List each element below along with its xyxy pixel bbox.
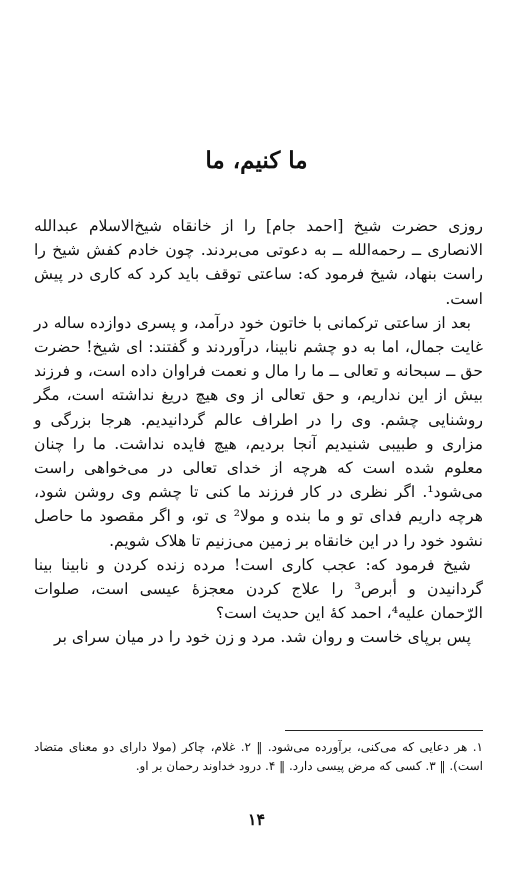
page-number: ۱۴ [247, 810, 266, 829]
footnotes: ۱. هر دعایی که می‌کنی، برآورده می‌شود. ‖ ۲. غلام، چاکر (مولا دارای دو معنای متضاد است). ‖ ۳. کسی که مرض پیسی دارد. ‖ ۴. درود خداوند رحمان بر او. [34, 740, 483, 773]
paragraph: روزی حضرت شیخ [احمد جام] را از خانقاه شیخ‌الاسلام عبدالله الانصاری ــ رحمه‌الله ــ به دعوتی می‌بردند. چون خادم کفش شیخ را راست بنهاد، شیخ فرمود که: ساعتی توقف باید کرد که کاری در پیش است. [34, 217, 483, 308]
chapter-title: ما کنیم، ما [205, 147, 308, 174]
paragraph: شیخ فرمود که: عجب کاری است! مرده زنده کردن و نابینا بینا گردانیدن و أبرص³ را علاج کردن معجزهٔ عیسی است، صلوات الرّحمان علیه⁴، احمد کهٔ این حدیث است؟ [34, 555, 483, 623]
paragraph: پس برپای خاست و روان شد. مرد و زن خود را در میان سرای بر [53, 628, 471, 647]
footnote-divider [285, 730, 483, 731]
body-text [34, 214, 483, 650]
paragraph: بعد از ساعتی ترکمانی با خاتون خود درآمد، و پسری دوازده ساله در غایت جمال، اما به دو چشم نابینا، درآوردند و گفتند: ای شیخ! حضرت حق ــ سبحانه و تعالی ــ ما را مال و نعمت فراوان داده است، و فرزند بیش از این نداریم، و حق تعالی از وی هیچ دریغ نداشته است، مگر روشنایی چشم. وی را در اطراف عالم گردانیدیم. هرجا بزرگی و مزاری و طبیبی شنیدیم آنجا بردیم، هیچ فایده نداشت. ما را چنان معلوم شده است که هرچه از خدای تعالی در می‌خواهی راست می‌شود¹. اگر نظری در کار فرزند ما کنی تا چشم وی روشن شود، هرچه داریم فدای تو و ما بنده و مولا² ی تو، و اگر مقصود ما حاصل نشود خود را در این خانقاه بر زمین می‌زنیم تا هلاک شویم. [34, 313, 483, 550]
